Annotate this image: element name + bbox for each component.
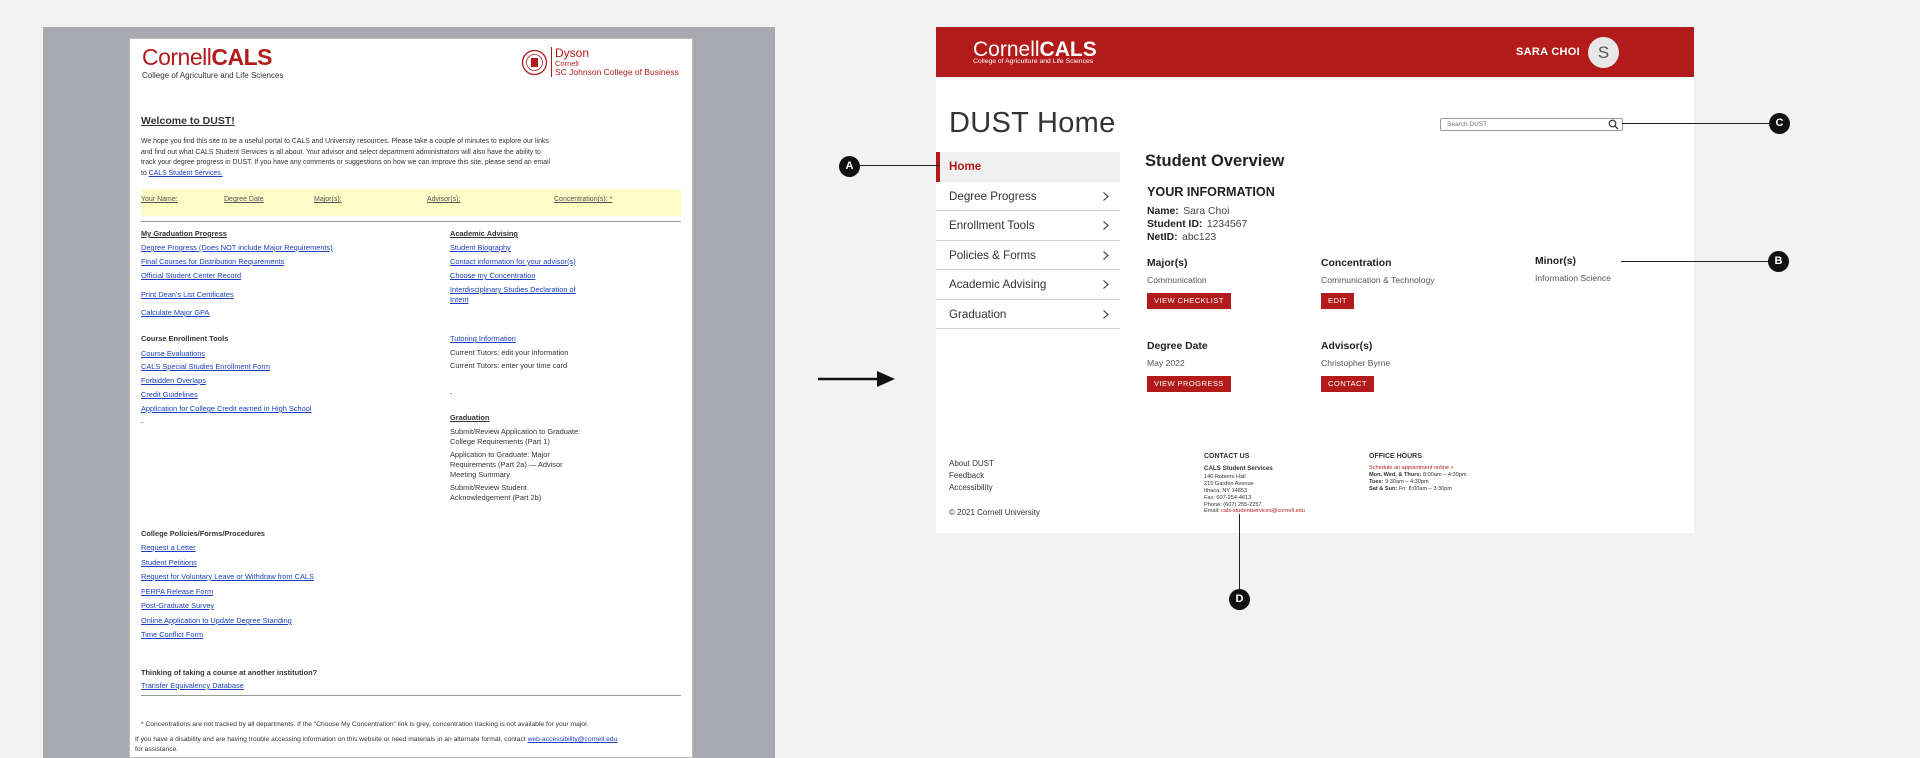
edit-concentration-button[interactable]: EDIT (1321, 293, 1354, 309)
link-student-biography[interactable]: Student Biography (450, 243, 511, 252)
link-interdisciplinary-intent[interactable]: Intent (450, 295, 469, 304)
grad-line: Application to Graduate: Major (450, 450, 550, 459)
link-post-grad-survey[interactable]: Post-Graduate Survey (141, 601, 215, 610)
link-choose-concentration[interactable]: Choose my Concentration (450, 271, 536, 280)
section-divider (141, 221, 681, 222)
chevron-right-icon (1101, 280, 1110, 289)
cals-logo-subtitle: College of Agriculture and Life Sciences (973, 58, 1094, 65)
copyright: © 2021 Cornell University (949, 508, 1040, 517)
office-hours-heading: OFFICE HOURS (1369, 453, 1422, 460)
majors-value: Communication (1147, 275, 1207, 285)
chevron-right-icon (1101, 192, 1110, 201)
link-final-courses[interactable]: Final Courses for Distribution Requirements (141, 257, 285, 266)
sidebar-item-academic-advising[interactable]: Academic Advising (936, 270, 1120, 300)
annotation-leader-c (1622, 123, 1770, 124)
annotation-marker-b: B (1768, 251, 1789, 272)
dyson-cornell: Cornell (555, 59, 579, 68)
link-ferpa[interactable]: FERPA Release Form (141, 587, 214, 596)
link-student-petitions[interactable]: Student Petitions (141, 558, 197, 567)
grad-line: College Requirements (Part 1) (450, 437, 550, 446)
advisors-value: Christopher Byrne (1321, 358, 1391, 368)
link-transfer-database[interactable]: Transfer Equivalency Database (141, 681, 244, 690)
office-hours-list: Mon, Wed, & Thurs: 8:00am – 4:30pm Tues: 9:30am – 4:30pm Sat & Sun: Fri: 8:00am – 3:30pm (1369, 472, 1467, 492)
info-your-name[interactable]: Your Name: (141, 196, 178, 203)
sidebar-item-degree-progress[interactable]: Degree Progress (936, 182, 1120, 212)
grad-line: Meeting Summary (450, 470, 510, 479)
link-degree-standing[interactable]: Online Application to Update Degree Standing (141, 616, 292, 625)
cornell-seal-icon (521, 49, 548, 76)
cals-student-services-link[interactable]: CALS Student Services. (148, 170, 223, 178)
advisors-label: Advisor(s) (1321, 341, 1373, 352)
degree-date-value: May 2022 (1147, 358, 1185, 368)
header-bar (936, 27, 1694, 77)
chevron-right-icon (1101, 221, 1110, 230)
grad-line: Submit/Review Application to Graduate: (450, 427, 581, 436)
link-time-conflict[interactable]: Time Conflict Form (141, 630, 204, 639)
info-majors[interactable]: Major(s): (314, 196, 342, 203)
info-advisors[interactable]: Advisor(s): (427, 196, 461, 203)
link-major-gpa[interactable]: Calculate Major GPA (141, 308, 210, 317)
concentration-label: Concentration (1321, 258, 1392, 269)
dash: - (141, 418, 144, 427)
user-name[interactable]: SARA CHOI (1516, 46, 1581, 58)
info-student-id: Student ID: 1234567 (1147, 219, 1248, 230)
contact-heading: CONTACT US (1204, 453, 1250, 460)
dyson-college: SC Johnson College of Business (555, 67, 679, 77)
footer-link-feedback[interactable]: Feedback (949, 471, 985, 480)
accessibility-email-link[interactable]: web-accessibility@cornell.edu (527, 736, 618, 743)
view-progress-button[interactable]: VIEW PROGRESS (1147, 376, 1231, 392)
contact-email-link[interactable]: cals-studentservices@cornell.edu (1221, 508, 1305, 515)
view-checklist-button[interactable]: VIEW CHECKLIST (1147, 293, 1231, 309)
intro-text: We hope you find this site to be a useful portal to CALS and University resources. Please take a couple of minutes to explore our links and find out what CALS Student Services is all about. Your advisor and select department administrators will also have the ability to track your degree progress in DUST. If you have any comments or suggestions on how we can improve this site, please send an email to CALS Student Services. (141, 138, 551, 178)
link-college-credit[interactable]: Application for College Credit earned in High School (141, 404, 312, 413)
graduation-heading: Graduation (450, 413, 490, 422)
graduation-progress-heading: My Graduation Progress (141, 229, 227, 238)
link-interdisciplinary[interactable]: Interdisciplinary Studies Declaration of (450, 285, 576, 294)
overview-heading: Student Overview (1145, 152, 1285, 170)
concentration-value: Communication & Technology (1321, 275, 1435, 285)
contact-address: 140 Roberts Hall 215 Garden Avenue Ithaca, NY 14853 Fax: 607-254-4613 Phone: (607) 255-2257 Email: cals-studentservices@cornell.edu (1204, 474, 1305, 515)
search-icon[interactable] (1608, 119, 1619, 130)
contact-advisor-button[interactable]: CONTACT (1321, 376, 1374, 392)
grad-line: Requirements (Part 2a) — Advisor (450, 460, 563, 469)
contact-name: CALS Student Services (1204, 465, 1273, 472)
transfer-heading: Thinking of taking a course at another institution? (141, 668, 318, 677)
annotation-leader-d (1239, 514, 1240, 590)
sidebar-item-enrollment-tools[interactable]: Enrollment Tools (936, 211, 1120, 241)
dyson-name: Dyson (555, 46, 590, 60)
tutors-time-card: Current Tutors: enter your time card (450, 361, 568, 370)
sidebar-nav (936, 152, 1120, 329)
enrollment-tools-heading: Course Enrollment Tools (141, 334, 229, 343)
academic-advising-heading: Academic Advising (450, 229, 518, 238)
your-information-heading: YOUR INFORMATION (1147, 185, 1275, 199)
cals-logo[interactable]: CornellCALS (973, 38, 1097, 61)
link-official-record[interactable]: Official Student Center Record (141, 271, 242, 280)
link-advisor-contact[interactable]: Contact information for your advisor(s) (450, 257, 576, 266)
footer-link-accessibility[interactable]: Accessibility (949, 483, 993, 492)
arrow-right-icon (818, 370, 895, 388)
footer-divider (141, 695, 681, 696)
cals-logo-subtitle: College of Agriculture and Life Sciences (142, 71, 284, 80)
info-netid: NetID: abc123 (1147, 232, 1217, 243)
sidebar-item-graduation[interactable]: Graduation (936, 300, 1120, 330)
chevron-right-icon (1101, 251, 1110, 260)
link-forbidden-overlaps[interactable]: Forbidden Overlaps (141, 376, 206, 385)
annotation-marker-c: C (1769, 113, 1790, 134)
new-dust-page (936, 27, 1694, 533)
link-course-evaluations[interactable]: Course Evaluations (141, 349, 206, 358)
link-voluntary-leave[interactable]: Request for Voluntary Leave or Withdraw from CALS (141, 572, 314, 581)
concentration-footnote: * Concentrations are not tracked by all departments. If the "Choose My Concentration" link is grey, concentration tracking is not available for your major. (141, 721, 589, 728)
link-deans-list[interactable]: Print Dean's List Certificates (141, 290, 234, 299)
cals-logo: CornellCALS (142, 44, 272, 70)
minors-value: Information Science (1535, 273, 1611, 283)
info-concentrations[interactable]: Concentration(s): * (554, 196, 613, 203)
policies-heading: College Policies/Forms/Procedures (141, 529, 266, 538)
tutors-edit-info: Current Tutors: edit your information (450, 348, 569, 357)
link-request-letter[interactable]: Request a Letter (141, 543, 196, 552)
dyson-divider (551, 47, 552, 77)
annotation-leader-b (1621, 261, 1778, 262)
schedule-appointment-link[interactable]: Schedule an appointment online » (1369, 465, 1454, 471)
link-credit-guidelines[interactable]: Credit Guidelines (141, 390, 198, 399)
annotation-marker-a: A (839, 156, 860, 177)
minors-label: Minor(s) (1535, 256, 1576, 267)
search-input[interactable] (1440, 118, 1623, 131)
sidebar-item-policies-forms[interactable]: Policies & Forms (936, 241, 1120, 271)
chevron-right-icon (1101, 310, 1110, 319)
grad-line: Submit/Review Student (450, 483, 527, 492)
annotation-leader-a (860, 165, 940, 166)
link-special-studies[interactable]: CALS Special Studies Enrollment Form (141, 362, 270, 371)
info-name: Name: Sara Choi (1147, 206, 1230, 217)
sidebar-item-home[interactable]: Home (936, 152, 1120, 182)
footer-link-about[interactable]: About DUST (949, 459, 994, 468)
page-title: DUST Home (949, 107, 1116, 139)
majors-label: Major(s) (1147, 258, 1188, 269)
welcome-title: Welcome to DUST! (141, 115, 235, 127)
avatar[interactable]: S (1588, 37, 1619, 68)
accessibility-tail: for assistance. (135, 746, 179, 753)
info-degree-date[interactable]: Degree Date (224, 196, 264, 203)
dash: - (450, 389, 453, 398)
grad-line: Acknowledgement (Part 2b) (450, 493, 542, 502)
accessibility-note: If you have a disability and are having trouble accessing information on this website or need materials in an alternate format, contact web-accessibility@cornell.edu (135, 736, 618, 743)
degree-date-label: Degree Date (1147, 341, 1208, 352)
old-dust-page (129, 38, 693, 758)
annotation-marker-d: D (1229, 589, 1250, 610)
link-degree-progress[interactable]: Degree Progress (Does NOT include Major Requirements) (141, 243, 333, 252)
link-tutoring-information[interactable]: Tutoring Information (450, 334, 516, 343)
